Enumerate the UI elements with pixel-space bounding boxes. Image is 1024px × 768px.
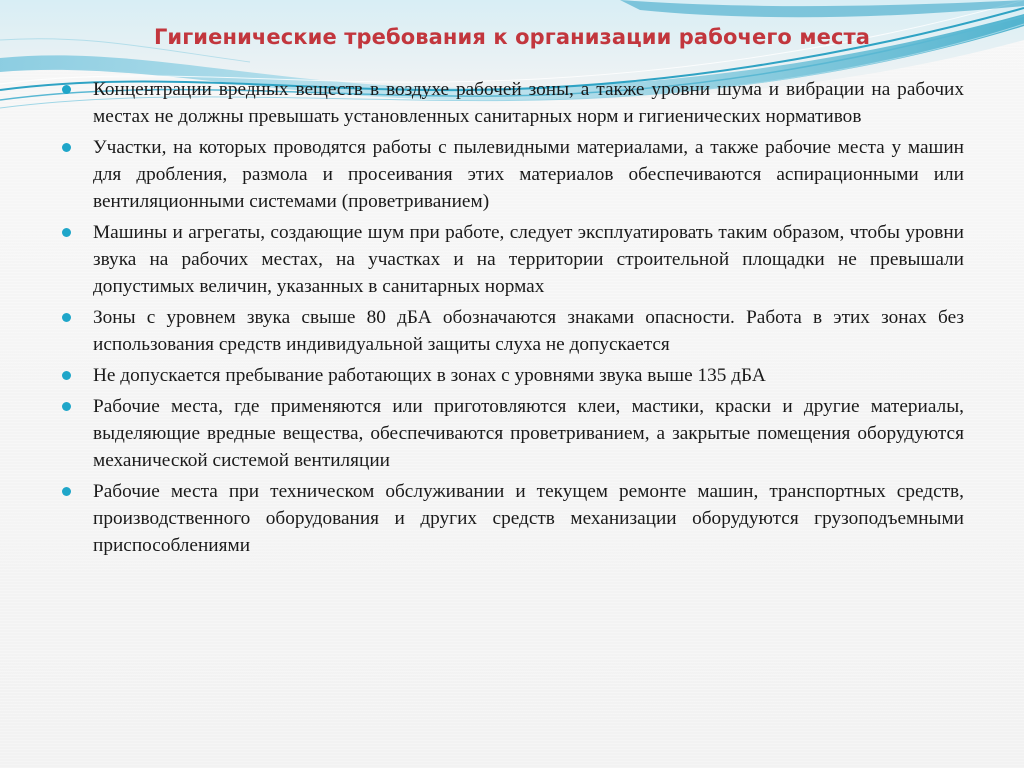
list-item [62, 362, 964, 389]
list-item-text: Машины и агрегаты, создающие шум при работе, следует эксплуатировать таким образом, чтобы уровни звука на рабочих местах, на участках и на территории строительной площадки не превышали допустимых величин, указанных в санитарных нормах [93, 222, 964, 297]
bullet-dot-icon [62, 85, 71, 94]
list-item [62, 134, 964, 215]
list-item [62, 219, 964, 300]
list-item [62, 76, 964, 130]
bullet-list [62, 76, 964, 563]
list-item [62, 478, 964, 559]
list-item-text: Участки, на которых проводятся работы с пылевидными материалами, а также рабочие места у машин для дробления, размола и просеивания этих материалов обеспечиваются аспирационными или вентиляционными системами (проветриванием) [93, 137, 964, 212]
bullet-dot-icon [62, 487, 71, 496]
list-item-text: Рабочие места при техническом обслуживании и текущем ремонте машин, транспортных средств, производственного оборудования и других средств механизации оборудуются грузоподъемными приспособлениями [93, 481, 964, 556]
list-item-text: Зоны с уровнем звука свыше 80 дБА обозначаются знаками опасности. Работа в этих зонах без использования средств индивидуальной защиты слуха не допускается [93, 307, 964, 355]
list-item-text: Рабочие места, где применяются или приготовляются клеи, мастики, краски и другие материалы, выделяющие вредные вещества, обеспечиваются проветриванием, а закрытые помещения оборудуются механической системой вентиляции [93, 396, 964, 471]
bullet-dot-icon [62, 402, 71, 411]
list-item [62, 304, 964, 358]
bullet-dot-icon [62, 143, 71, 152]
bullet-dot-icon [62, 313, 71, 322]
slide-title: Гигиенические требования к организации рабочего места [153, 25, 871, 49]
bullet-dot-icon [62, 228, 71, 237]
bullet-dot-icon [62, 371, 71, 380]
list-item-text: Концентрации вредных веществ в воздухе рабочей зоны, а также уровни шума и вибрации на рабочих местах не должны превышать установленных санитарных норм и гигиенических нормативов [93, 79, 964, 127]
list-item [62, 393, 964, 474]
list-item-text: Не допускается пребывание работающих в зонах с уровнями звука выше 135 дБА [93, 365, 766, 386]
